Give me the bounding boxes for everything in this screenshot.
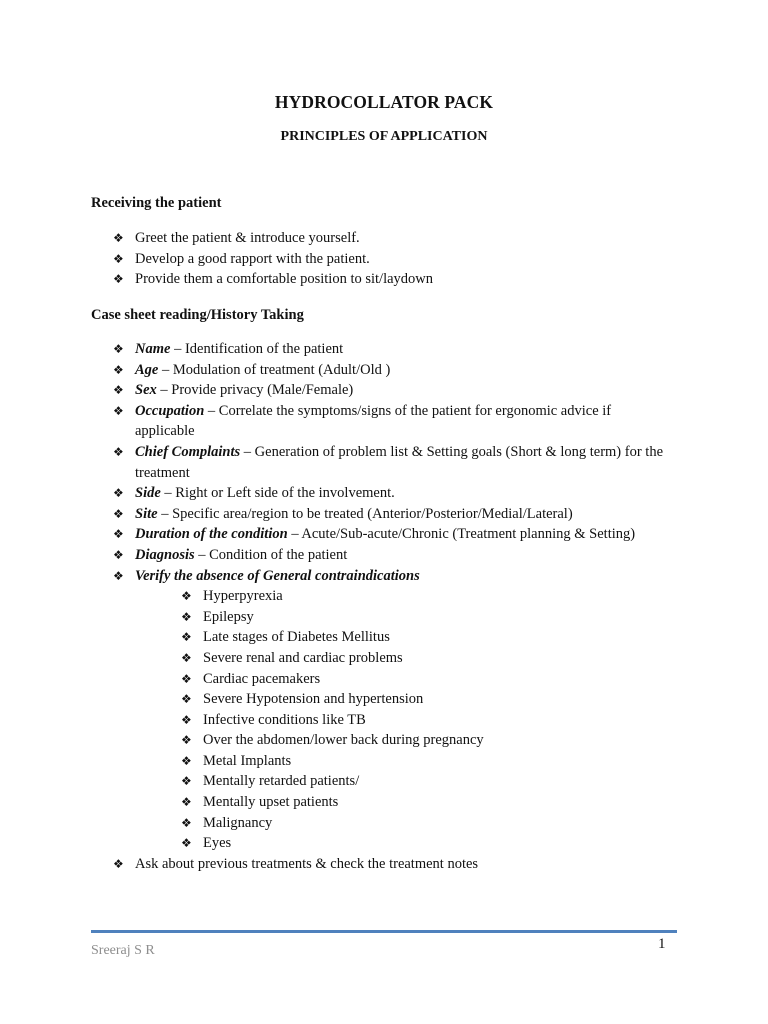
diamond-bullet-icon: ❖ xyxy=(181,589,192,604)
item-description: – Correlate the symptoms/signs of the patient for ergonomic advice if applicable xyxy=(135,402,612,440)
diamond-bullet-icon: ❖ xyxy=(113,251,124,266)
receiving-bullet-list xyxy=(0,228,768,290)
item-term: Chief Complaints xyxy=(135,443,241,460)
list-item-text: Eyes xyxy=(203,835,232,852)
section-heading-receiving: Receiving the patient xyxy=(91,195,222,211)
document-title: HYDROCOLLATOR PACK xyxy=(274,92,494,112)
item-description: – Identification of the patient xyxy=(170,341,344,357)
list-item xyxy=(0,710,768,731)
item-description: – Acute/Sub-acute/Chronic (Treatment planning & Setting) xyxy=(287,526,636,543)
item-term: Age xyxy=(135,361,159,378)
contraindications-heading: Verify the absence of General contraindications xyxy=(135,567,420,584)
list-item-text: Develop a good rapport with the patient. xyxy=(135,250,370,267)
page-number: 1 xyxy=(658,936,666,952)
list-item-text: Cardiac pacemakers xyxy=(203,670,321,687)
list-item xyxy=(0,524,768,545)
list-item xyxy=(0,339,768,360)
list-item xyxy=(0,228,768,249)
list-item-text: Mentally upset patients xyxy=(203,794,339,811)
footer-divider xyxy=(91,930,677,933)
list-item-text: Mentally retarded patients/ xyxy=(203,773,360,790)
diamond-bullet-icon: ❖ xyxy=(113,568,124,583)
item-term: Name xyxy=(135,341,171,357)
list-item xyxy=(0,833,768,854)
diamond-bullet-icon: ❖ xyxy=(113,527,124,542)
diamond-bullet-icon: ❖ xyxy=(181,712,192,727)
list-item-text: Malignancy xyxy=(203,814,273,831)
diamond-bullet-icon: ❖ xyxy=(181,733,192,748)
item-description: – Modulation of treatment (Adult/Old ) xyxy=(158,361,391,378)
list-item-text: Hyperpyrexia xyxy=(203,588,283,605)
list-item-text: Provide them a comfortable position to sit/laydown xyxy=(135,271,434,288)
list-item-text: Epilepsy xyxy=(203,608,254,625)
diamond-bullet-icon: ❖ xyxy=(181,671,192,686)
list-item xyxy=(0,442,768,483)
diamond-bullet-icon: ❖ xyxy=(113,506,124,521)
list-item xyxy=(0,689,768,710)
diamond-bullet-icon: ❖ xyxy=(113,547,124,562)
diamond-bullet-icon: ❖ xyxy=(181,753,192,768)
section-heading-history: Case sheet reading/History Taking xyxy=(91,307,304,323)
diamond-bullet-icon: ❖ xyxy=(181,815,192,830)
item-term: Duration of the condition xyxy=(135,526,288,543)
list-item-text: Severe Hypotension and hypertension xyxy=(203,691,424,708)
diamond-bullet-icon: ❖ xyxy=(181,774,192,789)
list-item xyxy=(0,483,768,504)
list-item-text: Ask about previous treatments & check the treatment notes xyxy=(135,855,479,872)
diamond-bullet-icon: ❖ xyxy=(113,342,124,356)
list-item-text: Greet the patient & introduce yourself. xyxy=(135,230,360,246)
item-description: – Right or Left side of the involvement. xyxy=(160,485,395,502)
list-item-text: Late stages of Diabetes Mellitus xyxy=(203,629,390,646)
diamond-bullet-icon: ❖ xyxy=(113,444,124,459)
list-item xyxy=(0,792,768,813)
list-item xyxy=(0,607,768,628)
diamond-bullet-icon: ❖ xyxy=(181,795,192,810)
list-item xyxy=(0,854,768,875)
item-term: Side xyxy=(135,485,161,502)
item-term: Sex xyxy=(135,382,157,399)
list-item xyxy=(0,627,768,648)
list-item xyxy=(0,730,768,751)
diamond-bullet-icon: ❖ xyxy=(113,231,124,245)
document-subtitle: PRINCIPLES OF APPLICATION xyxy=(280,129,488,144)
list-item xyxy=(0,586,768,607)
list-item xyxy=(0,401,768,442)
diamond-bullet-icon: ❖ xyxy=(181,650,192,665)
list-item xyxy=(0,360,768,381)
diamond-bullet-icon: ❖ xyxy=(113,383,124,398)
list-item-contraindications xyxy=(0,566,768,587)
diamond-bullet-icon: ❖ xyxy=(113,272,124,287)
list-item xyxy=(0,771,768,792)
list-item-text: Infective conditions like TB xyxy=(203,711,366,728)
diamond-bullet-icon: ❖ xyxy=(181,609,192,624)
list-item xyxy=(0,504,768,525)
list-item xyxy=(0,249,768,270)
item-term: Occupation xyxy=(135,402,205,419)
item-term: Site xyxy=(135,505,158,522)
list-item-text: Severe renal and cardiac problems xyxy=(203,649,403,666)
list-item xyxy=(0,380,768,401)
footer-author: Sreeraj S R xyxy=(91,943,155,958)
diamond-bullet-icon: ❖ xyxy=(113,403,124,418)
list-item xyxy=(0,648,768,669)
list-item xyxy=(0,269,768,290)
list-item-text: Metal Implants xyxy=(203,752,292,769)
item-description: – Specific area/region to be treated (Anterior/Posterior/Medial/Lateral) xyxy=(157,505,573,522)
diamond-bullet-icon: ❖ xyxy=(181,692,192,707)
list-item xyxy=(0,751,768,772)
item-description: – Provide privacy (Male/Female) xyxy=(156,382,354,399)
history-bullet-list xyxy=(0,339,768,874)
item-description: – Condition of the patient xyxy=(194,546,348,563)
list-item-text: Over the abdomen/lower back during pregnancy xyxy=(203,732,484,749)
item-description: – Generation of problem list & Setting goals (Short & long term) for the treatment xyxy=(135,443,663,481)
diamond-bullet-icon: ❖ xyxy=(113,486,124,501)
diamond-bullet-icon: ❖ xyxy=(113,856,124,871)
diamond-bullet-icon: ❖ xyxy=(113,362,124,377)
item-term: Diagnosis xyxy=(135,546,195,563)
diamond-bullet-icon: ❖ xyxy=(181,630,192,645)
list-item xyxy=(0,545,768,566)
diamond-bullet-icon: ❖ xyxy=(181,836,192,851)
list-item xyxy=(0,669,768,690)
list-item xyxy=(0,813,768,834)
